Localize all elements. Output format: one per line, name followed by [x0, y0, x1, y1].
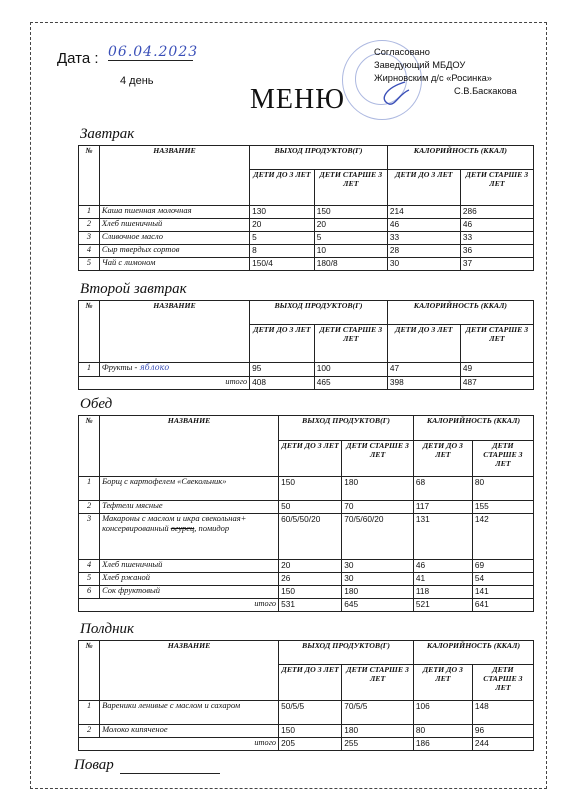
table-row: [79, 501, 534, 514]
total-label: итого: [79, 738, 279, 751]
col-num: №: [79, 146, 100, 206]
cal-over3: 96: [472, 725, 533, 738]
yield-under3: 5: [250, 232, 315, 245]
total-cal-under3: 521: [413, 599, 472, 612]
row-num: 2: [79, 219, 100, 232]
row-num: 1: [79, 363, 100, 377]
cal-over3: 36: [460, 245, 533, 258]
col-under3: ДЕТИ ДО 3 ЛЕТ: [250, 325, 315, 363]
col-under3: ДЕТИ ДО 3 ЛЕТ: [279, 441, 342, 477]
total-yield-under3: 205: [279, 738, 342, 751]
yield-over3: 180/8: [314, 258, 387, 271]
row-name: Каша пшенная молочная: [99, 206, 249, 219]
total-yield-under3: 531: [279, 599, 342, 612]
yield-under3: 50/5/5: [279, 701, 342, 725]
col-over3: ДЕТИ СТАРШЕ 3 ЛЕТ: [342, 441, 414, 477]
total-cal-over3: 244: [472, 738, 533, 751]
cal-under3: 47: [387, 363, 460, 377]
cal-under3: 30: [387, 258, 460, 271]
row-num: 4: [79, 560, 100, 573]
page-title: МЕНЮ: [250, 84, 345, 115]
col-yield: ВЫХОД ПРОДУКТОВ(Г): [250, 146, 388, 170]
yield-over3: 10: [314, 245, 387, 258]
total-yield-over3: 255: [342, 738, 414, 751]
col-calories: КАЛОРИЙНОСТЬ (ККАЛ): [387, 146, 533, 170]
row-name: Тефтели мясные: [100, 501, 279, 514]
row-num: 1: [79, 477, 100, 501]
approval-line: Заведующий МБДОУ: [374, 60, 466, 70]
col-under3: ДЕТИ ДО 3 ЛЕТ: [387, 325, 460, 363]
table-row: [79, 586, 534, 599]
table-row: [79, 258, 534, 271]
yield-over3: 70/5/5: [342, 701, 414, 725]
day-label: 4 день: [120, 75, 154, 87]
yield-over3: 70/5/60/20: [342, 514, 414, 560]
breakfast-table: [78, 145, 534, 271]
col-under3: ДЕТИ ДО 3 ЛЕТ: [279, 665, 342, 701]
section-title-lunch: Обед: [80, 396, 113, 412]
yield-under3: 20: [279, 560, 342, 573]
row-num: 2: [79, 725, 100, 738]
table-row: [79, 701, 534, 725]
row-num: 5: [79, 258, 100, 271]
cal-under3: 106: [413, 701, 472, 725]
yield-under3: 95: [250, 363, 315, 377]
col-calories: КАЛОРИЙНОСТЬ (ККАЛ): [413, 416, 533, 441]
table-row: [79, 206, 534, 219]
cal-under3: 41: [413, 573, 472, 586]
yield-over3: 180: [342, 477, 414, 501]
cal-over3: 155: [472, 501, 533, 514]
cal-under3: 28: [387, 245, 460, 258]
cal-over3: 46: [460, 219, 533, 232]
row-num: 1: [79, 206, 100, 219]
yield-under3: 150/4: [250, 258, 315, 271]
total-cal-over3: 641: [472, 599, 533, 612]
row-name: Вареники ленивые с маслом и сахаром: [100, 701, 279, 725]
row-name: Хлеб пшеничный: [99, 219, 249, 232]
table-row: [79, 514, 534, 560]
row-num: 1: [79, 701, 100, 725]
total-row: [79, 738, 534, 751]
section-title-second-breakfast: Второй завтрак: [80, 281, 187, 297]
total-yield-over3: 465: [314, 377, 387, 390]
yield-under3: 50: [279, 501, 342, 514]
yield-over3: 180: [342, 586, 414, 599]
row-name-text: Фрукты -: [101, 362, 138, 372]
col-over3: ДЕТИ СТАРШЕ 3 ЛЕТ: [314, 170, 387, 206]
table-row: [79, 573, 534, 586]
cal-under3: 118: [413, 586, 472, 599]
table-row: [79, 245, 534, 258]
col-over3: ДЕТИ СТАРШЕ 3 ЛЕТ: [472, 665, 533, 701]
date-label: Дата :: [57, 50, 99, 67]
cal-under3: 68: [413, 477, 472, 501]
total-row: [79, 599, 534, 612]
cal-over3: 148: [472, 701, 533, 725]
section-title-snack: Полдник: [80, 621, 135, 637]
col-under3: ДЕТИ ДО 3 ЛЕТ: [413, 665, 472, 701]
handwritten-fruit: яблоко: [139, 363, 170, 372]
col-over3: ДЕТИ СТАРШЕ 3 ЛЕТ: [460, 325, 533, 363]
total-yield-under3: 408: [250, 377, 315, 390]
yield-under3: 26: [279, 573, 342, 586]
row-name: Борщ с картофелем «Свекольник»: [100, 477, 279, 501]
col-name: НАЗВАНИЕ: [100, 416, 279, 477]
approval-line: Жирновским д/с «Росинка»: [374, 73, 492, 83]
table-row: [79, 232, 534, 245]
yield-over3: 20: [314, 219, 387, 232]
row-name: Молоко кипяченое: [100, 725, 279, 738]
col-over3: ДЕТИ СТАРШЕ 3 ЛЕТ: [472, 441, 533, 477]
col-name: НАЗВАНИЕ: [100, 641, 279, 701]
cal-over3: 80: [472, 477, 533, 501]
yield-over3: 180: [342, 725, 414, 738]
row-name: Сливочное масло: [99, 232, 249, 245]
table-row: [79, 560, 534, 573]
yield-over3: 30: [342, 560, 414, 573]
yield-over3: 30: [342, 573, 414, 586]
section-title-breakfast: Завтрак: [80, 126, 135, 142]
row-name: [100, 514, 279, 560]
yield-over3: 100: [314, 363, 387, 377]
col-over3: ДЕТИ СТАРШЕ 3 ЛЕТ: [460, 170, 533, 206]
row-num: 4: [79, 245, 100, 258]
approval-line: Согласовано: [374, 47, 430, 57]
cal-under3: 117: [413, 501, 472, 514]
total-label: итого: [79, 377, 250, 390]
yield-over3: 70: [342, 501, 414, 514]
col-under3: ДЕТИ ДО 3 ЛЕТ: [387, 170, 460, 206]
row-name: Хлеб ржаной: [100, 573, 279, 586]
struck-word: огурец: [170, 522, 195, 533]
total-cal-under3: 398: [387, 377, 460, 390]
date-value: 06.04.2023: [108, 44, 199, 60]
row-name-end: , помидор: [194, 522, 230, 533]
cal-over3: 69: [472, 560, 533, 573]
cal-under3: 80: [413, 725, 472, 738]
cook-signature-line: [120, 773, 220, 774]
cal-under3: 33: [387, 232, 460, 245]
col-name: НАЗВАНИЕ: [99, 301, 249, 363]
row-name: Сыр твердых сортов: [99, 245, 249, 258]
total-label: итого: [79, 599, 279, 612]
cal-over3: 33: [460, 232, 533, 245]
yield-under3: 8: [250, 245, 315, 258]
cal-under3: 46: [387, 219, 460, 232]
col-num: №: [79, 641, 100, 701]
row-name: [99, 363, 249, 377]
cal-over3: 142: [472, 514, 533, 560]
yield-under3: 60/5/50/20: [279, 514, 342, 560]
row-num: 5: [79, 573, 100, 586]
row-name: Чай с лимоном: [99, 258, 249, 271]
col-num: №: [79, 301, 100, 363]
table-row: [79, 219, 534, 232]
row-name-text: Макароны с маслом и икра свекольная+ консервированный: [102, 513, 247, 533]
cal-under3: 214: [387, 206, 460, 219]
cal-over3: 49: [460, 363, 533, 377]
row-num: 2: [79, 501, 100, 514]
lunch-table: [78, 415, 534, 612]
col-yield: ВЫХОД ПРОДУКТОВ(Г): [279, 416, 414, 441]
table-row: [79, 477, 534, 501]
col-num: №: [79, 416, 100, 477]
approval-line: С.В.Баскакова: [454, 86, 517, 96]
col-yield: ВЫХОД ПРОДУКТОВ(Г): [279, 641, 414, 665]
cal-under3: 46: [413, 560, 472, 573]
yield-under3: 150: [279, 586, 342, 599]
total-cal-under3: 186: [413, 738, 472, 751]
yield-over3: 150: [314, 206, 387, 219]
yield-under3: 150: [279, 725, 342, 738]
total-yield-over3: 645: [342, 599, 414, 612]
row-name: Сок фруктовый: [100, 586, 279, 599]
yield-under3: 20: [250, 219, 315, 232]
col-under3: ДЕТИ ДО 3 ЛЕТ: [413, 441, 472, 477]
col-over3: ДЕТИ СТАРШЕ 3 ЛЕТ: [342, 665, 414, 701]
snack-table: [78, 640, 534, 751]
second-breakfast-table: [78, 300, 534, 390]
cal-over3: 141: [472, 586, 533, 599]
col-calories: КАЛОРИЙНОСТЬ (ККАЛ): [413, 641, 533, 665]
table-row: [79, 363, 534, 377]
cal-over3: 286: [460, 206, 533, 219]
cal-over3: 54: [472, 573, 533, 586]
row-num: 3: [79, 514, 100, 560]
row-name: Хлеб пшеничный: [100, 560, 279, 573]
col-over3: ДЕТИ СТАРШЕ 3 ЛЕТ: [314, 325, 387, 363]
total-cal-over3: 487: [460, 377, 533, 390]
total-row: [79, 377, 534, 390]
cook-label: Повар: [74, 757, 114, 773]
row-num: 6: [79, 586, 100, 599]
table-row: [79, 725, 534, 738]
col-under3: ДЕТИ ДО 3 ЛЕТ: [250, 170, 315, 206]
row-num: 3: [79, 232, 100, 245]
col-calories: КАЛОРИЙНОСТЬ (ККАЛ): [387, 301, 533, 325]
approval-block: [374, 46, 517, 98]
cal-over3: 37: [460, 258, 533, 271]
col-name: НАЗВАНИЕ: [99, 146, 249, 206]
col-yield: ВЫХОД ПРОДУКТОВ(Г): [250, 301, 388, 325]
yield-under3: 150: [279, 477, 342, 501]
yield-over3: 5: [314, 232, 387, 245]
yield-under3: 130: [250, 206, 315, 219]
cal-under3: 131: [413, 514, 472, 560]
